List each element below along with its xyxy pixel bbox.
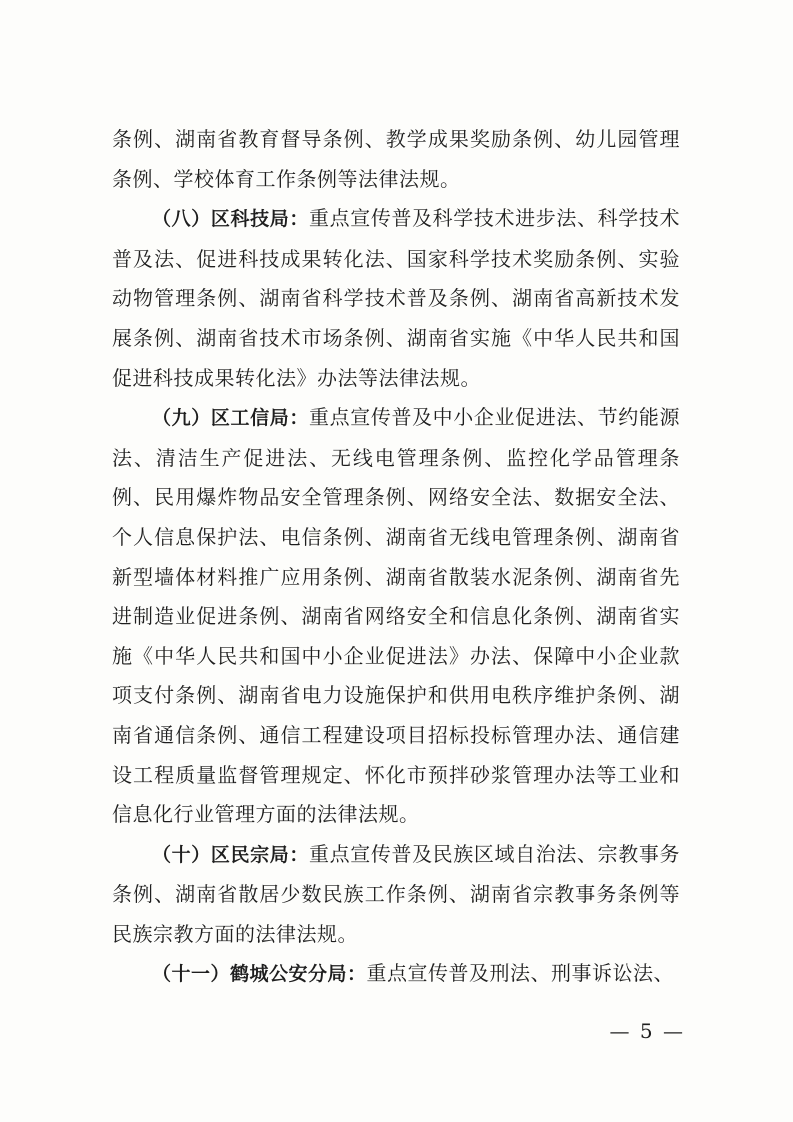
paragraph-body: 条例、湖南省教育督导条例、教学成果奖励条例、幼儿园管理条例、学校体育工作条例等法律法规。 <box>112 127 680 191</box>
paragraph-science-bureau <box>112 199 680 398</box>
paragraph-ethnic-religious-bureau <box>112 835 680 955</box>
section-heading: （九）区工信局： <box>152 407 309 430</box>
body-text <box>112 120 680 995</box>
paragraph-public-security-branch <box>112 954 680 995</box>
section-heading: （十）区民宗局： <box>152 843 309 866</box>
page-number: — 5 — <box>609 1019 685 1043</box>
paragraph-continuation <box>112 120 680 199</box>
paragraph-body: 重点宣传普及科学技术进步法、科学技术普及法、促进科技成果转化法、国家科学技术奖励条例、实验动物管理条例、湖南省科学技术普及条例、湖南省高新技术发展条例、湖南省技术市场条例、湖南省实施《中华人民共和国促进科技成果转化法》办法等法律法规。 <box>112 206 680 390</box>
section-heading: （十一）鹤城公安分局： <box>152 963 367 986</box>
paragraph-industry-bureau <box>112 398 680 835</box>
paragraph-body: 重点宣传普及民族区域自治法、宗教事务条例、湖南省散居少数民族工作条例、湖南省宗教事务条例等民族宗教方面的法律法规。 <box>112 841 680 946</box>
section-heading: （八）区科技局： <box>152 208 309 231</box>
paragraph-body: 重点宣传普及中小企业促进法、节约能源法、清洁生产促进法、无线电管理条例、监控化学品管理条例、民用爆炸物品安全管理条例、网络安全法、数据安全法、个人信息保护法、电信条例、湖南省无线电管理条例、湖南省新型墙体材料推广应用条例、湖南省散装水泥条例、湖南省先进制造业促进条例、湖南省网络安全和信息化条例、湖南省实施《中华人民共和国中小企业促进法》办法、保障中小企业款项支付条例、湖南省电力设施保护和供用电秩序维护条例、湖南省通信条例、通信工程建设项目招标投标管理办法、通信建设工程质量监督管理规定、怀化市预拌砂浆管理办法等工业和信息化行业管理方面的法律法规。 <box>112 405 680 827</box>
paragraph-body: 重点宣传普及刑法、刑事诉讼法、 <box>366 961 675 986</box>
